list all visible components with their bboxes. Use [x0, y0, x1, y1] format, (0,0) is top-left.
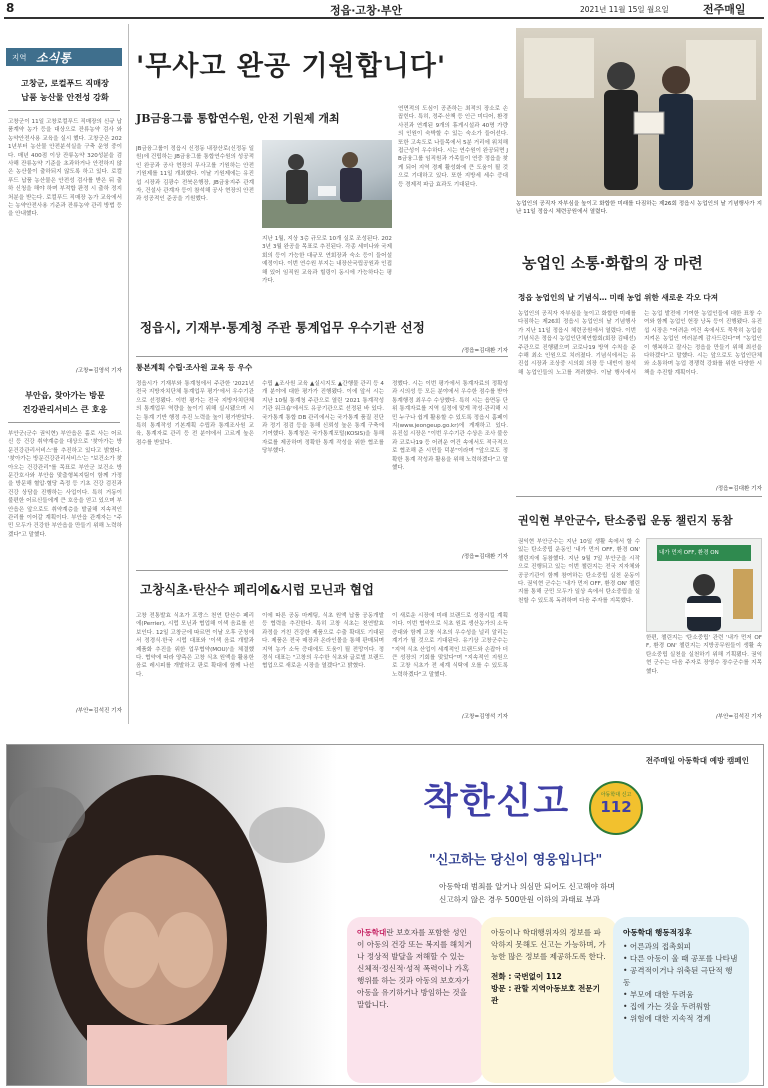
ad-desc-line2: 신고하지 않은 경우 500만원 이하의 과태료 부과 — [439, 895, 601, 904]
divider — [8, 422, 120, 423]
headline-body-col3: 연면적의 도심이 공존하는 최적의 장소로 손꼽힌다. 특히, 정주·산책 등 인근 미디어, 환경 사진과 연계된 9개의 휴게시설과 40명 가량의 인원이 숙박할 수 있는 숙소가 들어선다. 또한 고속도로 나들목에서 5분 거리에 위치해 접근성이 우수하다. 시는 연수원이 완공되면 JB금융그룹 임직원과 가족들이 연중 정읍을 찾게 되어 지역 경제 활성화에 큰 도움이 될 것으로 기대하고 있다. 또한 지방세 세수 증대 등 경제적 파급 효과도 기대된다. — [398, 106, 508, 188]
divider — [136, 570, 508, 571]
signs-box — [613, 917, 749, 1083]
headline-body-col1: JB금융그룹이 정읍시 신정동 내장산로(신정동 일원)에 건립하는 JB금융그룹 통합연수원의 성공적인 완공과 공사 현장의 무사고를 기원하는 안전 기원제를 11일 개최했다. 이날 기원제에는 유진섭 시장과 김광수 전북은행장, JB금융지주 관계자, 건설사 관계자 등이 참석해 공사 현장의 안전과 성공적인 준공을 기원했다. — [136, 146, 254, 203]
sidebar-article1-body: 고창군이 11일 고창로컬푸드 직매장의 신규 납품계약 농가 등을 대상으로 잔류농약 검사 와 농약안전사용 교육을 실시 했다. 고창군은 2021년부터 농산물 안전분석실을 구축 운영 중이 다. 매년 400점 이상 잔류농약 320성분을 검사해 잔류농약 기준을 초과하거나 안전하지 않은 농산물이 출하되지 않도록 하고 있다. 로컬푸드 납품 농산물은 안전성 검사를 받은 뒤 출하 신청을 해야 하며 부적합 판정 시 출하 정지 처분을 받는다. 로컬푸드 직매장 농가 교육에서는 농약안전사용 기준과 잔류농약 관리 방법 등을 안내했다. — [8, 119, 122, 218]
gochang-body-col2: 이에 따른 공동 마케팅, 식초 원액 납품 공동개발 등 협력을 추진한다. 특히 고창 식초는 천연발효 과정을 거친 건강한 제품으로 수출 확대도 기대된다. 제품은 전국 매장과 온라인몰을 통해 판매되며 지역 농가 소득 증대에도 도움이 될 전망이다. 정경식 대표는 "고창의 우수한 식초와 글로벌 브랜드 협업으로 새로운 시장을 열겠다"고 밝혔다. — [262, 613, 384, 670]
farmer-body: 농업인의 공직자 자부심을 높이고 화합한 미래를 다짐하는 제26회 정읍시 농업인의 날 기념행사가 지난 11일 정읍시 체련공원에서 열렸다. 이번 기념식은 정읍시 농업인단체연합회(회장 김태선) 주관으로 진행됐으며 코로나19 방역 수칙을 준수해 최소 인원으로 치러졌다. 기념식에서는 유진섭 시장과 조상중 시의회 의장 등 내빈이 참석해 농업인들의 노고를 격려했다. 이날 행사에서는 농업 발전에 기여한 농업인들에 대한 표창 수여와 함께 농업인 헌장 낭독 등이 진행됐다. 유진섭 시장은 "어려운 여건 속에서도 묵묵히 농업을 지켜온 농업인 여러분께 감사드린다"며 "농업인이 행복하고 잘사는 정읍을 만들기 위해 최선을 다하겠다"고 말했다. 시는 앞으로도 농업인단체와 소통하며 농업 경쟁력 강화를 위한 다양한 시책을 추진할 계획이다. — [518, 311, 762, 376]
section-name: 정읍·고창·부안 — [330, 4, 403, 17]
sidebar-article2-byline: /부안=김석진 기자 — [75, 708, 122, 714]
gochang-title: 고창식초·탄산수 페리에&시럽 모닌과 협업 — [140, 582, 374, 597]
sidebar-article1-title — [6, 76, 124, 104]
farmer-award-photo — [516, 28, 762, 196]
column-divider — [128, 24, 129, 724]
ad-badge-number: 112 — [600, 798, 632, 816]
stats-byline: /정읍=김대환 기자 — [461, 554, 508, 560]
signs-item: • 다른 아동이 울 때 공포를 나타냄 — [623, 954, 738, 963]
farmer-subtitle: 정읍 농업인의 날 기념식… 미래 농업 위한 새로운 각오 다져 — [518, 293, 719, 302]
report-phone: 전화 : 국번없이 112 — [491, 972, 562, 981]
gochang-body-col3: 이 새로운 시장에 미래 브랜드로 성장시킬 계획이다. 이번 협약으로 식초 원료 생산농가의 소득 증대와 함께 고창 식초의 우수성을 널리 알리는 계기가 될 것으로 기대된다. 유기상 고창군수는 "지역 식초 산업이 세계적인 브랜드와 손잡아 더 큰 성장의 기회를 맞았다"며 "지속적인 지원으로 고창 식초가 전 세계 식탁에 오를 수 있도록 노력하겠다"고 말했다. — [392, 613, 508, 678]
stats-body-col1: 정읍시가 기재부와 통계청에서 주관한 '2021년 전국 지방자치단체 통계업무 평가'에서 우수기관으로 선정됐다. 이번 평가는 전국 지방자치단체의 통계업무 역량을 높이기 위해 실시됐으며 시는 통계 기반 행정 추진 노력을 높이 평가받았다. 특히 통계작성 기본계획 수립과 통계조사원 교육, 통계자료 관리 등 전 분야에서 고르게 높은 점수를 받았다. — [136, 381, 254, 446]
groundbreaking-photo — [262, 140, 392, 228]
crying-child-image — [7, 745, 337, 1085]
buan-title: 권익현 부안군수, 탄소중립 운동 챌린지 동참 — [518, 514, 733, 527]
stats-body-col2: 수립 ▲조사원 교육 ▲실시지도 ▲간행물 관리 등 4개 분야에 대한 평가가 진행됐다. 이에 앞서 시는 지난 10월 통계청 주관으로 열린 '2021 통계작성기관 워크숍'에서도 유공기관으로 선정된 바 있다. 국가통계 통합 DB 관리에서는 국가통계 품질 진단과 정기 점검 등을 통해 신뢰성 높은 통계 구축에 기여했다. 통계청은 국가통계포털(KOSIS)을 통해 자료를 제공하며 정확한 통계 작성을 위한 협조를 당부했다. — [262, 381, 384, 455]
sidebar-article1-title-line2: 납품 농산물 안전성 강화 — [21, 92, 109, 102]
signs-item: • 집에 가는 것을 두려워함 — [623, 1002, 711, 1011]
ad-logo: 착한신고 — [423, 781, 571, 822]
buan-body: 권익현 부안군수는 지난 10일 생활 속에서 할 수 있는 탄소중립 운동인 '내가 먼저 OFF, 환경 ON' 챌린지에 동참했다. 지난 9월 7일 부안군을 시작으로 진행되고 있는 이번 챌린지는 전국 지자체와 공공기관이 함께 참여하는 탄소중립 실천 운동이다. 권익현 군수는 '내가 먼저 OFF, 환경 ON' 챌린지를 통해 군민 모두가 일상 속에서 탄소중립을 실천할 수 있도록 독려하며 다음 주자를 지목했다. — [518, 539, 640, 604]
signs-item: • 어른과의 접촉회피 — [623, 942, 691, 951]
signs-item: • 위험에 대한 지속적 경계 — [623, 1014, 711, 1023]
ad-slogan: "신고하는 당신이 영웅입니다" — [429, 853, 603, 868]
buan-byline: /부안=김석진 기자 — [715, 714, 762, 720]
definition-box — [347, 917, 483, 1083]
report-visit: 방문 : 관할 지역아동보호 전문기관 — [491, 984, 600, 1005]
sidebar-article2-title — [6, 388, 124, 416]
sidebar-tag-label: 지역 — [12, 53, 27, 62]
child-illustration — [7, 745, 337, 1085]
award-illustration — [516, 28, 762, 196]
sidebar-tag — [6, 48, 122, 66]
stats-title: 정읍시, 기재부·통계청 주관 통계업무 우수기관 선정 — [140, 320, 425, 335]
farmer-photo-caption: 농업인의 공직자 자부심을 높이고 화합한 미래를 다짐하는 제26회 정읍시 농업인의 날 기념행사가 지난 11일 정읍시 체련공원에서 열렸다. — [516, 201, 762, 216]
headline-title: '무사고 완공 기원합니다' — [136, 51, 447, 82]
ad-desc-line1: 아동학대 범죄를 알거나 의심만 되어도 신고해야 하며 — [439, 882, 615, 891]
headline-byline: /정읍=김대환 기자 — [461, 348, 508, 354]
report-text: 아동이나 학대행위자의 정보를 파악하지 못해도 신고는 가능하며, 가능한 많은 정보를 제공하도록 한다. — [491, 928, 606, 961]
gochang-body-col1: 고창 전통발효 식초가 프랑스 천연 탄산수 페리에(Perrier), 시럽 모닌과 협업해 이색 음료를 선보인다. 12일 고창군에 따르면 이날 오후 군청에서 정경식·한국 시럽 대표와 '이색 음료 개발과 제품화 추진을 위한 업무협약(MOU)'을 체결했다. 협약에 따라 양측은 고창 식초 원액을 활용한 음료 레시피를 개발하고 판로 확대에 함께 나선다. — [136, 613, 254, 678]
headline-body-col2: 지난 1월, 지상 3층 규모로 10개 실로 조성된다. 2023년 3월 완공을 목표로 추진된다. 각종 세미나와 국제 회의 등이 가능한 대규모 연회장과 숙소 등이 들어설 예정이다. 이번 연수원 부지는 내장산국립공원과 인접해 있어 임직원 교육과 힐링이 동시에 가능하다는 평가다. — [262, 236, 392, 285]
ad-org: 전주매일 아동학대 예방 캠페인 — [645, 756, 749, 765]
page-number: 8 — [6, 1, 15, 15]
headline-subtitle: JB금융그룹 통합연수원, 안전 기원제 개최 — [136, 112, 340, 125]
ad-badge — [589, 781, 643, 835]
header-rule — [4, 17, 764, 19]
signs-item: • 부모에 대한 두려움 — [623, 990, 694, 999]
gochang-byline: /고창=김영석 기자 — [461, 714, 508, 720]
stats-body-col3: 정했다. 시는 이번 평가에서 통계자료의 정확성과 시의성 등 모든 분야에서 우수한 점수를 받아 통계행정 최우수 수상했다. 특히 시는 읍면동 단위 통계자료를 지역 실정에 맞게 작성·관리해 시민 누구나 쉽게 활용할 수 있도록 정읍시 홈페이지(www.jeongeup.go.kr)에 게재하고 있다. 유진섭 시장은 "이번 우수기관 수상은 조사 불응과 코로나19 등 어려운 여건 속에서도 적극적으로 협조해 준 시민들 덕분"이라며 "앞으로도 정확한 통계 작성과 활용을 위해 노력하겠다"고 말했다. — [392, 381, 508, 472]
ad-banner — [6, 744, 764, 1086]
signs-item: • 공격적이거나 위축된 극단적 행동 — [623, 966, 733, 987]
sidebar-article2-title-line1: 부안읍, 찾아가는 방문 — [25, 390, 105, 400]
buan-caption: 한편, 챌린지는 '탄소중립' 관련 '내가 먼저 OFF, 환경 ON' 챌린지는 지방공무원들이 생활 속 탄소중립 실천을 실천하기 위해 기획됐다. 권익현 군수는 다음 주자로 장영수 장수군수를 지목했다. — [646, 635, 762, 675]
sidebar-title: 소식통 — [36, 51, 71, 65]
ad-badge-text: 아동학대 신고 — [600, 792, 632, 798]
challenge-sign-text: 내가 먼저 OFF, 환경 ON — [659, 550, 719, 556]
report-box — [481, 917, 617, 1083]
farmer-title: 농업인 소통·화합의 장 마련 — [522, 254, 703, 272]
sidebar-article1-title-line1: 고창군, 로컬푸드 직매장 — [21, 78, 109, 88]
sidebar-article1-byline: /고창=김영석 기자 — [75, 368, 122, 374]
buan-governor-photo — [646, 538, 762, 632]
stats-subtitle: 통본계획 수립·조사원 교육 등 우수 — [136, 363, 253, 372]
paper-name: 전주매일 — [703, 3, 746, 16]
definition-term: 아동학대 — [357, 928, 387, 937]
sidebar-article2-body: 부안군(군수 권익현) 부안읍은 홀로 사는 어르신 등 건강 취약계층을 대상으로 '찾아가는 방문건강관리서비스'를 추진하고 있다고 밝혔다. '찾아가는 방문건강관리서비스'는 "보건소가 찾아오는 건강관리"를 목표로 부안군 보건소 방문간호사와 부안읍 맞춤형복지팀이 함께 가정을 방문해 혈압·혈당 측정 등 기초 건강 검진과 건강 상담을 진행하는 사업이다. 특히 거동이 불편한 어르신들에게 큰 호응을 얻고 있으며 부안읍은 앞으로도 취약계층을 발굴해 지속적인 관리를 이어갈 계획이다. 부안읍 관계자는 "주민 모두가 건강한 부안읍을 만들기 위해 노력하겠다"고 말했다. — [8, 431, 122, 538]
issue-date: 2021년 11월 15일 월요일 — [580, 5, 669, 14]
sidebar-article2-title-line2: 건강관리서비스 큰 호응 — [22, 404, 108, 414]
signs-title: 아동학대 행동적징후 — [623, 928, 692, 937]
divider — [516, 496, 762, 497]
divider — [8, 110, 120, 111]
ceremony-illustration — [262, 140, 392, 228]
farmer-byline: /정읍=김대환 기자 — [715, 486, 762, 492]
definition-text: 란 보호자를 포함한 성인이 아동의 건강 또는 복지를 해치거나 정상적 발달을 저해할 수 있는 신체적·정신적·성적 폭력이나 가혹행위를 하는 것과 아동의 보호자가 아동을 유기하거나 방임하는 것을 말합니다. — [357, 928, 472, 1009]
divider — [136, 356, 508, 357]
